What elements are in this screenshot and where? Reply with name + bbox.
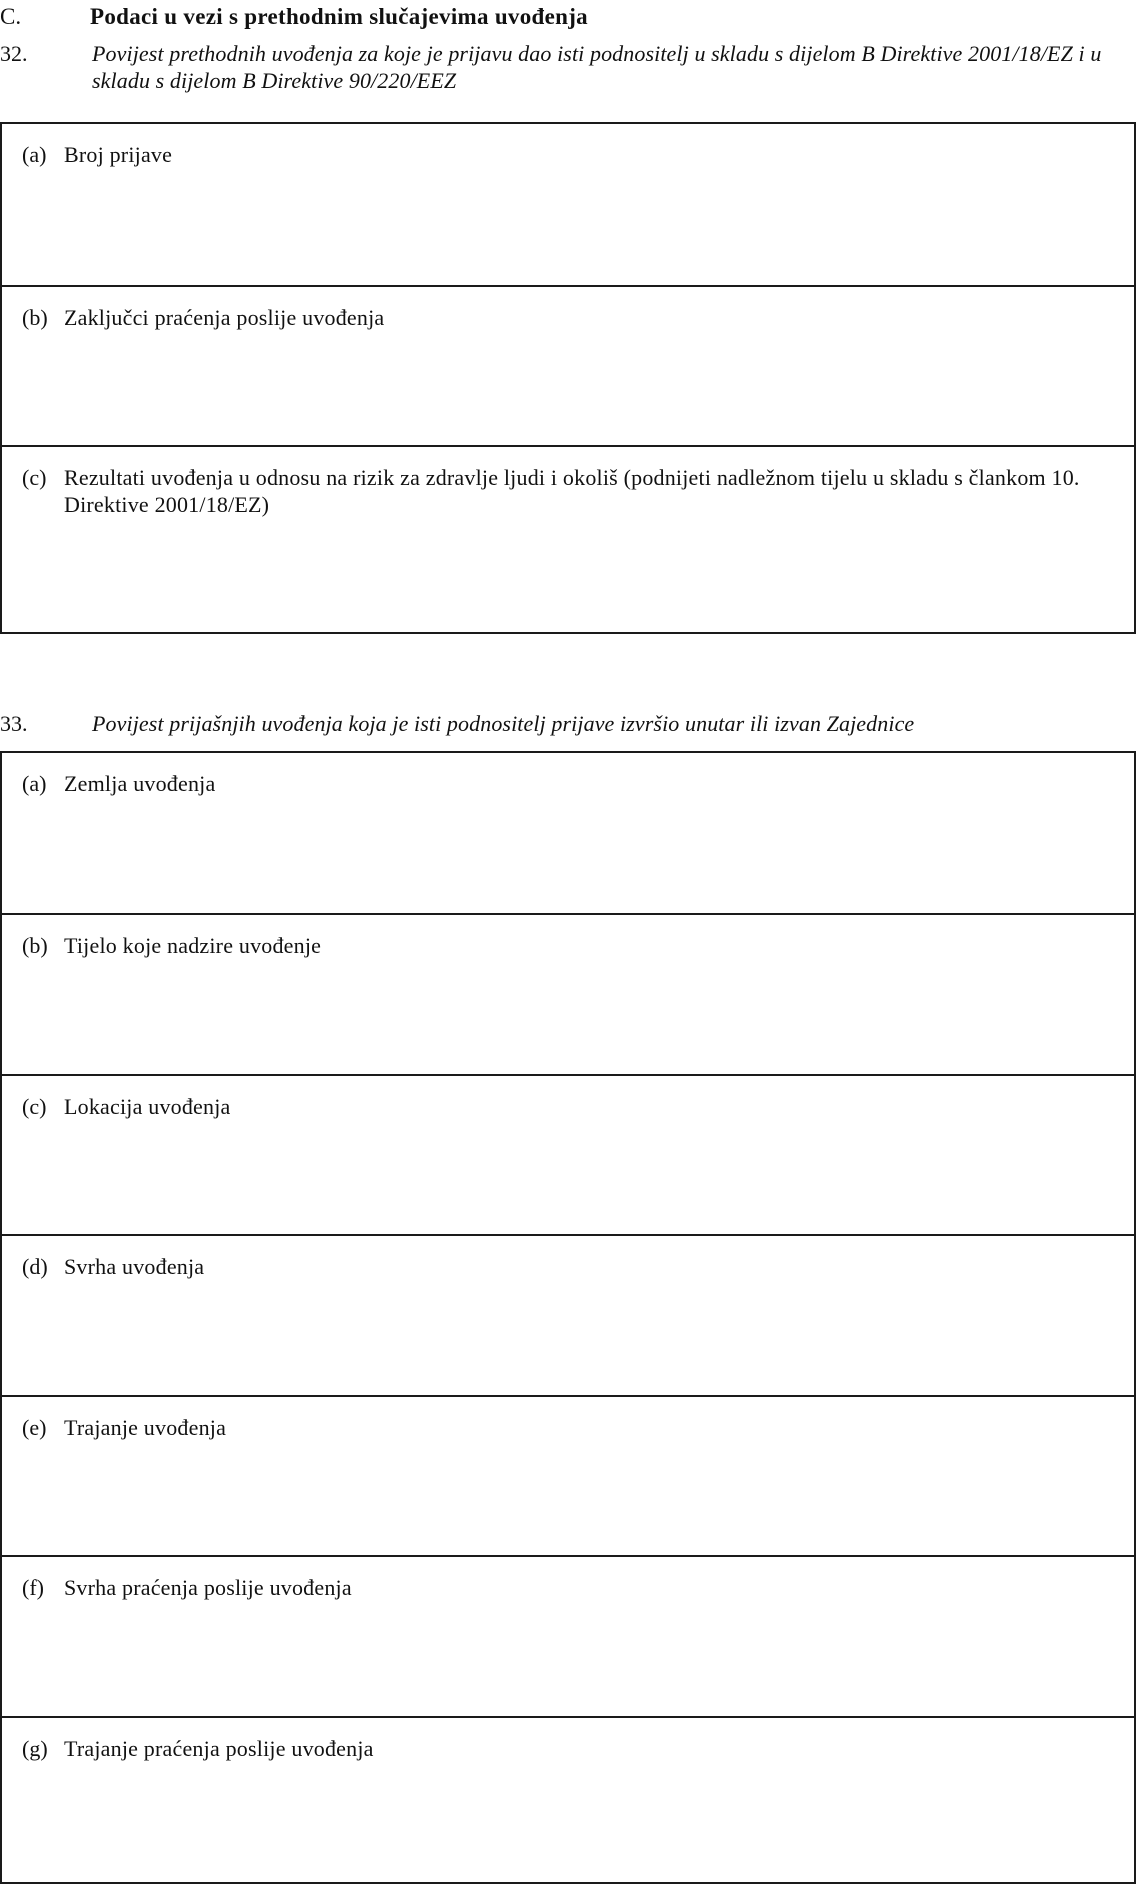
row-text: Trajanje uvođenja: [64, 1415, 227, 1440]
table-row[interactable]: [2, 1555, 1134, 1717]
row-label: (f): [22, 1575, 44, 1600]
question-33-number: 33.: [0, 711, 28, 736]
section-header: [0, 4, 588, 30]
row-label: (a): [22, 142, 47, 167]
row-label: (b): [22, 305, 48, 330]
section-letter: C.: [0, 4, 22, 29]
question-32-table: [0, 122, 1136, 634]
table-row[interactable]: [2, 753, 1134, 914]
table-row[interactable]: [2, 1395, 1134, 1556]
question-33: [0, 710, 1138, 740]
table-row[interactable]: [2, 1716, 1134, 1882]
row-text: Svrha uvođenja: [64, 1254, 205, 1279]
row-text: Broj prijave: [64, 142, 173, 167]
row-label: (e): [22, 1415, 47, 1440]
row-label: (g): [22, 1736, 48, 1761]
row-text: Tijelo koje nadzire uvođenje: [64, 933, 322, 958]
row-text: Zemlja uvođenja: [64, 771, 216, 796]
row-label: (d): [22, 1254, 48, 1279]
table-row[interactable]: [2, 1234, 1134, 1396]
section-title: Podaci u vezi s prethodnim slučajevima uvođenja: [90, 4, 588, 29]
question-33-table: [0, 751, 1136, 1884]
row-label: (c): [22, 465, 47, 490]
row-text: Trajanje praćenja poslije uvođenja: [64, 1736, 374, 1761]
row-text: Zaključci praćenja poslije uvođenja: [64, 305, 385, 330]
table-row[interactable]: [2, 124, 1134, 286]
row-label: (b): [22, 933, 48, 958]
question-32-number: 32.: [0, 41, 28, 66]
table-row[interactable]: [2, 1074, 1134, 1235]
question-33-text: Povijest prijašnjih uvođenja koja je isti podnositelj prijave izvršio unutar ili izvan Zajednice: [92, 711, 915, 736]
table-row[interactable]: [2, 285, 1134, 446]
row-text: Rezultati uvođenja u odnosu na rizik za zdravlje ljudi i okoliš (podnijeti nadležnom tijelu u skladu s člankom 10. Direktive 2001/18/EZ): [64, 465, 1080, 517]
row-label: (a): [22, 771, 47, 796]
table-row[interactable]: [2, 913, 1134, 1075]
question-32: [0, 40, 1138, 100]
row-label: (c): [22, 1094, 47, 1119]
row-text: Lokacija uvođenja: [64, 1094, 231, 1119]
question-32-text: Povijest prethodnih uvođenja za koje je prijavu dao isti podnositelj u skladu s dijelom B Direktive 2001/18/EZ i u skladu s dijelom B Direktive 90/220/EEZ: [92, 41, 1102, 93]
table-row[interactable]: [2, 445, 1134, 632]
row-text: Svrha praćenja poslije uvođenja: [64, 1575, 352, 1600]
